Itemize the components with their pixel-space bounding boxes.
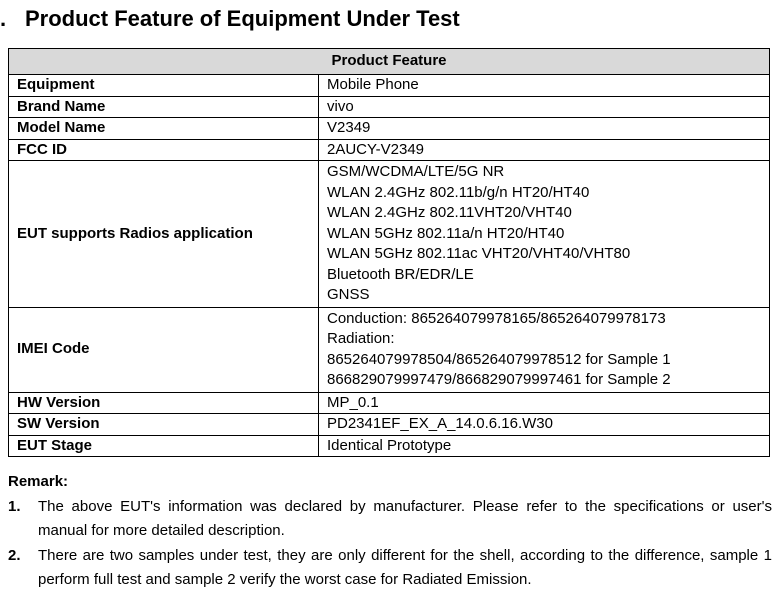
remark-number: 2. xyxy=(8,546,21,564)
table-row xyxy=(9,435,770,457)
remarks-section xyxy=(8,470,772,593)
table-header-row xyxy=(9,49,770,75)
row-label: Model Name xyxy=(9,118,319,140)
remarks-title: Remark: xyxy=(8,473,69,490)
value-line: WLAN 5GHz 802.11ac VHT20/VHT40/VHT80 xyxy=(327,245,631,262)
section-title: Product Feature of Equipment Under Test xyxy=(25,6,460,31)
value-line: 866829079997479/866829079997461 for Sample 2 xyxy=(327,371,671,388)
value-line: WLAN 5GHz 802.11a/n HT20/HT40 xyxy=(327,224,565,242)
table-header: Product Feature xyxy=(9,49,770,75)
table-row xyxy=(9,75,770,97)
remark-text: The above EUT's information was declared by manufacturer. Please refer to the specifications or user's manual for more detailed description. xyxy=(38,497,772,539)
row-label: IMEI Code xyxy=(9,307,319,392)
row-value: Identical Prototype xyxy=(319,435,770,457)
row-label: Brand Name xyxy=(9,96,319,118)
table-row xyxy=(9,307,770,392)
row-label: EUT Stage xyxy=(9,435,319,457)
remark-number: 1. xyxy=(8,497,21,515)
value-line: Conduction: 865264079978165/865264079978173 xyxy=(327,309,666,327)
row-label: FCC ID xyxy=(9,139,319,161)
remark-item xyxy=(8,495,772,544)
table-row xyxy=(9,96,770,118)
table-row xyxy=(9,161,770,308)
value-line: GNSS xyxy=(327,286,370,303)
row-value: 2AUCY-V2349 xyxy=(319,139,770,161)
row-value xyxy=(319,307,770,392)
remark-text: There are two samples under test, they are only different for the shell, according to the difference, sample 1 perform full test and sample 2 verify the worst case for Radiated Emission. xyxy=(38,546,772,588)
value-line: WLAN 2.4GHz 802.11VHT20/VHT40 xyxy=(327,204,572,221)
table-row xyxy=(9,118,770,140)
section-heading xyxy=(0,6,460,32)
row-value: MP_0.1 xyxy=(319,392,770,414)
row-value: PD2341EF_EX_A_14.0.6.16.W30 xyxy=(319,414,770,436)
value-line: 865264079978504/865264079978512 for Sample 1 xyxy=(327,350,671,368)
row-label: EUT supports Radios application xyxy=(9,161,319,308)
row-value: Mobile Phone xyxy=(319,75,770,97)
value-line: Radiation: xyxy=(327,330,395,347)
table-row xyxy=(9,392,770,414)
table-row xyxy=(9,414,770,436)
row-value: V2349 xyxy=(319,118,770,140)
value-line: WLAN 2.4GHz 802.11b/g/n HT20/HT40 xyxy=(327,183,590,201)
product-feature-table xyxy=(8,48,770,457)
row-label: Equipment xyxy=(9,75,319,97)
value-line: GSM/WCDMA/LTE/5G NR xyxy=(327,163,505,180)
table-row xyxy=(9,139,770,161)
value-line: Bluetooth BR/EDR/LE xyxy=(327,265,474,283)
row-label: SW Version xyxy=(9,414,319,436)
section-number: . xyxy=(0,6,7,31)
row-value: vivo xyxy=(319,96,770,118)
remark-item xyxy=(8,544,772,593)
row-value xyxy=(319,161,770,308)
row-label: HW Version xyxy=(9,392,319,414)
